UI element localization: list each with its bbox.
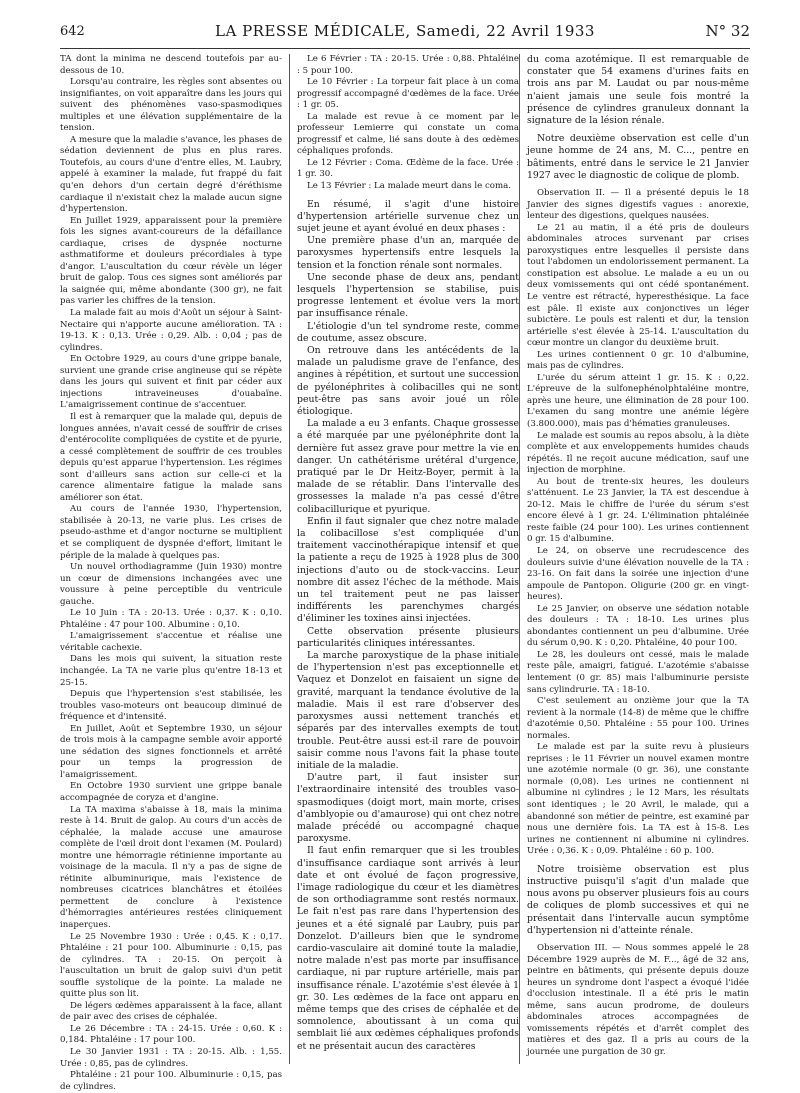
page-header (60, 22, 750, 46)
paragraph: Observation III. — Nous sommes appelé le 28 Décembre 1929 auprès de M. F..., âgé de 32 ans, peintre en bâtiments, qui présente depuis douze heures un syndrome dont l'aspect a évoqué l'idée d'occlusion intestinale. Il a été pris le matin même, sans aucun prodrome, de douleurs abdominales atroces accompagnées de vomissements répétés et d'arrêt complet des matières et des gaz. Il a pris au cours de la journée une purgation de 30 gr. (527, 942, 749, 1057)
paragraph: TA dont la minima ne descend toutefois par au-dessous de 10. (60, 54, 282, 76)
paragraph: Le 25 Novembre 1930 : Urée : 0,45. K : 0,17. Phtaléine : 21 pour 100. Albuminurie : 0,15, pas de cylindres. TA : 20-15. On perçoit à l'auscultation un bruit de galop suivi d'un petit souffle systolique de la pointe. La malade ne quitte plus son lit. (60, 931, 282, 1000)
journal-title: LA PRESSE MÉDICALE, Samedi, 22 Avril 1933 (215, 22, 595, 40)
paragraph: Le 26 Décembre : TA : 24-15. Urée : 0,60. K : 0,184. Phtaléine : 17 pour 100. (60, 1023, 282, 1046)
paragraph: A mesure que la maladie s'avance, les phases de sédation deviennent de plus en plus rares. Toutefois, au cours d'une d'entre elles, M. Laubry, appelé à examiner la malade, fut frappé du fait qu'en dehors d'un certain degré d'éréthisme cardiaque il n'existait chez la malade aucun signe d'hypertension. (60, 134, 282, 215)
paragraph: Enfin il faut signaler que chez notre malade la colibacillose s'est compliquée d'un traitement vaccinothérapique intensif et que la patiente a reçu de 1925 à 1928 plus de 300 injections d'auto ou de stock-vaccins. Leur nombre dit assez l'échec de la méthode. Mais un tel traitement peut ne pas laisser indifférents les parenchymes chargés d'éliminer les toxines ainsi injectées. (297, 515, 519, 625)
paragraph: De légers œdèmes apparaissent à la face, allant de pair avec des crises de céphalée. (60, 1000, 282, 1023)
paragraph: Le malade est soumis au repos absolu, à la diète complète et aux enveloppements humides chauds répétés. Il ne reçoit aucune médication, sauf une injection de morphine. (527, 430, 749, 476)
paragraph: Le 24, on observe une recrudescence des douleurs suivie d'une élévation nouvelle de la TA : 23-16. On fait dans la soirée une injection d'une ampoule de Pantopon. Oligurie (200 gr. en vingt-heures). (527, 545, 749, 603)
paragraph: En résumé, il s'agit d'une histoire d'hypertension artérielle survenue chez un sujet jeune et ayant évolué en deux phases : (297, 198, 519, 234)
paragraph: Le 30 Janvier 1931 : TA : 20-15. Alb. : 1,55. Urée : 0,85, pas de cylindres. (60, 1047, 282, 1069)
paragraph: Le malade est par la suite revu à plusieurs reprises : le 11 Février un nouvel examen montre une azotémie normale (0 gr. 36), une constante normale (0,08). Les urines ne contiennent ni albumine ni cylindres ; le 12 Mars, les résultats sont identiques ; le 20 Avril, le malade, qui a abandonné son métier de peintre, est examiné par nous une dernière fois. La TA est à 15-8. Les urines ne contiennent ni albumine ni cylindres. Urée : 0,36. K : 0,09. Phtaléine : 60 p. 100. (527, 742, 749, 857)
paragraph: Le 25 Janvier, on observe une sédation notable des douleurs : TA : 18-10. Les urines plus abondantes contiennent un peu d'albumine. Urée du sérum 0,90. K : 0,20. Phtaléine, 40 pour 100. (527, 603, 749, 649)
column-divider (519, 54, 520, 1064)
paragraph: Le 10 Février : La torpeur fait place à un coma progressif accompagné d'œdèmes de la face. Urée : 1 gr. 05. (297, 77, 519, 111)
paragraph: La malade est revue à ce moment par le professeur Lemierre qui constate un coma progressif et calme, lié sans doute à des œdèmes céphaliques profonds. (297, 111, 519, 157)
column-2 (297, 54, 519, 1069)
paragraph: du coma azotémique. Il est remarquable de constater que 54 examens d'urines faits en trois ans par M. Laudat ou par nous-même n'aient jamais une seule fois montré la présence de cylindres granuleux donnant la signature de la lésion rénale. (527, 54, 749, 127)
paragraph: Phtaléine : 21 pour 100. Albuminurie : 0,15, pas de cylindres. (60, 1070, 282, 1092)
paragraph: Observation II. — Il a présenté depuis le 18 Janvier des signes digestifs vagues : anorexie, lenteur des digestions, quelques nausées. (527, 188, 749, 222)
paragraph: Au bout de trente-six heures, les douleurs s'atténuent. Le 23 Janvier, la TA est descendue à 20-12. Mais le chiffre de l'urée du sérum s'est encore élevé à 1 gr. 24. L'élimination phtaléinée reste faible (24 pour 100). Les urines contiennent 0 gr. 15 d'albumine. (527, 476, 749, 545)
paragraph: Notre deuxième observation est celle d'un jeune homme de 24 ans, M. C..., pentre en bâtiments, entré dans le service le 21 Janvier 1927 avec le diagnostic de colique de plomb. (527, 133, 749, 181)
paragraph: Le 28, les douleurs ont cessé, mais le malade reste pâle, amaigri, fatigué. L'azotémie s'abaisse lentement (0 gr. 85) mais l'albuminurie persiste sans cylindrurie. TA : 18-10. (527, 649, 749, 695)
paragraph: L'amaigrissement s'accentue et réalise une véritable cachexie. (60, 631, 282, 653)
paragraph: Il faut enfin remarquer que si les troubles d'insuffisance cardiaque sont arrivés à leur date et ont évolué de façon progressive, l'image radiologique du cœur et les diamètres de son orthodiagramme sont restés normaux. Le fait n'est pas rare dans l'hypertension des jeunes et a été signalé par Laubry, puis par Donzelot. D'ailleurs bien que le syndrome cardio-vasculaire ait dominé toute la maladie, notre malade n'est pas morte par insuffisance cardiaque, ni par rupture artérielle, mais par insuffisance rénale. L'azotémie s'est élevée à 1 gr. 30. Les œdèmes de la face ont apparu en même temps que des crises de céphalée et de somnolence, aboutissant à un coma qui semblait lié aux œdèmes céphaliques profonds et ne présentait aucun des caractères (297, 845, 519, 1052)
paragraph: Il est à remarquer que la malade qui, depuis de longues années, n'avait cessé de souffrir de crises d'entérocolite compliquées de cystite et de pyurie, a cessé complètement de souffrir de ces troubles depuis qu'est apparue l'hypertension. Les régimes sont d'ailleurs sans action sur celle-ci et la carence alimentaire fatigue la malade sans améliorer son état. (60, 411, 282, 503)
paragraph: Cette observation présente plusieurs particularités cliniques intéressantes. (297, 625, 519, 649)
paragraph: La malade a eu 3 enfants. Chaque grossesse a été marquée par une pyélonéphrite dont la dernière fut assez grave pour mettre la vie en danger. Un cathétérisme urétéral d'urgence, pratiqué par le Dr Heitz-Boyer, permit à la malade de se rétablir. Dans l'intervalle des grossesses la malade n'a pas cessé d'être colibacillurique et pyurique. (297, 418, 519, 515)
paragraph: En Juillet 1929, apparaissent pour la première fois les signes avant-coureurs de la défaillance cardiaque, crises de dyspnée nocturne asthmatiforme et douleurs précordiales à type d'angor. L'auscultation du cœur révèle un léger bruit de galop. Tous ces signes sont améliorés par la saignée qui, même abondante (300 gr), ne fait pas varier les chiffres de la tension. (60, 215, 282, 307)
paragraph: Le 21 au matin, il a été pris de douleurs abdominales atroces survenant par crises paroxystiques entre lesquelles il persiste dans tout l'abdomen un endolorissement permanent. La constipation est absolue. Le malade a eu un ou deux vomissements qui ont cédé spontanément. Le ventre est rétracté, hyperesthésique. La face est pâle. Il existe aux conjonctives un léger subictère. Le pouls est ralenti et dur, la tension artérielle s'est élevée à 25-14. L'auscultation du cœur montre un clangor du deuxième bruit. (527, 222, 749, 349)
paragraph: Le 10 Juin : TA : 20-13. Urée : 0,37. K : 0,10. Phtaléine : 47 pour 100. Albumine : 0,10. (60, 608, 282, 630)
paragraph: La TA maxima s'abaisse à 18, mais la minima reste à 14. Bruit de galop. Au cours d'un accès de céphalée, la malade accuse une amaurose complète de l'œil droit dont l'examen (M. Poulard) montre une hémorragie rétinienne importante au voisinage de la macula. Il n'y a pas de signe de rétinite albuminurique, mais l'existence de nombreuses cicatrices blanchâtres et étoilées permettent de conclure à l'existence d'hémorragies antérieures restées cliniquement inaperçues. (60, 804, 282, 931)
paragraph: La marche paroxystique de la phase initiale de l'hypertension n'est pas exceptionnelle et Vaquez et Donzelot en faisaient un signe de gravité, marquant la tendance évolutive de la maladie. Mais il est rare d'observer des paroxysmes aussi nettement tranchés et séparés par des intervalles exempts de tout trouble. Peut-être aussi est-il rare de pouvoir saisir comme nous l'avons fait la phase toute initiale de la maladie. (297, 650, 519, 771)
paragraph: Le 13 Février : La malade meurt dans le coma. (307, 181, 511, 192)
paragraph: D'autre part, il faut insister sur l'extraordinaire intensité des troubles vaso-spasmodiques (doigt mort, main morte, crises d'amblyopie ou d'amaurose) qui ont chez notre malade précédé ou accompagné chaque paroxysme. (297, 772, 519, 845)
paragraph: Lorsqu'au contraire, les règles sont absentes ou insignifiantes, on voit apparaître dans les jours qui suivent des phénomènes vaso-spasmodiques multiples et une élévation supplémentaire de la tension. (60, 77, 282, 134)
paragraph: Une seconde phase de deux ans, pendant lesquels l'hypertension se stabilise, puis progresse lentement et évolue vers la mort par insuffisance rénale. (297, 271, 519, 320)
paragraph: Notre troisième observation est plus instructive puisqu'il s'agit d'un malade que nous avons pu observer plusieurs fois au cours de coliques de plomb successives et qui ne présentait dans l'intervalle aucun symptôme d'hypertension ni d'atteinte rénale. (527, 863, 749, 936)
paragraph: L'étiologie d'un tel syndrome reste, comme de coutume, assez obscure. (297, 320, 519, 344)
paragraph: En Octobre 1930 survient une grippe banale accompagnée de coryza et d'angine. (60, 781, 282, 803)
paragraph: La malade fait au mois d'Août un séjour à Saint-Nectaire qui n'apporte aucune amélioration. TA : 19-13. K : 0,13. Urée : 0,29. Alb. : 0,04 ; pas de cylindres. (60, 308, 282, 353)
paragraph: On retrouve dans les antécédents de la malade un paludisme grave de l'enfance, des angines à répétition, et surtout une succession de pyélonéphrites à colibacilles qui ne sont peut-être pas sans avoir joué un rôle étiologique. (297, 345, 519, 418)
page-number: 642 (60, 24, 85, 39)
paragraph: L'urée du sérum atteint 1 gr. 15. K : 0,22. L'épreuve de la sulfonephénolphtaléine montre, après une heure, une élimination de 28 pour 100. L'examen du sang montre une anémie légère (3.800.000), mais pas d'hématies granuleuses. (527, 372, 749, 429)
header-rule (60, 48, 750, 49)
issue-number: N° 32 (705, 22, 750, 40)
paragraph: En Juillet, Août et Septembre 1930, un séjour de trois mois à la campagne semble avoir apporté une sédation des signes fonctionnels et arrêté pour un temps la progression de l'amaigrissement. (60, 723, 282, 780)
paragraph: Un nouvel orthodiagramme (Juin 1930) montre un cœur de dimensions inchangées avec une voussure à peine perceptible du ventricule gauche. (60, 562, 282, 607)
paragraph: Au cours de l'année 1930, l'hypertension, stabilisée à 20-13, ne varie plus. Les crises de pseudo-asthme et d'angor nocturne se multiplient et se compliquent de dyspnée d'effort, limitant le périple de la malade à quelques pas. (60, 504, 282, 561)
column-3 (527, 54, 749, 1069)
column-1 (60, 54, 282, 1092)
paragraph: Dans les mois qui suivent, la situation reste inchangée. La TA ne varie plus qu'entre 18-13 et 25-15. (60, 654, 282, 688)
paragraph: Les urines contiennent 0 gr. 10 d'albumine, mais pas de cylindres. (527, 349, 749, 372)
paragraph: Une première phase d'un an, marquée de paroxysmes hypertensifs entre lesquels la tension et la fonction rénale sont normales. (297, 235, 519, 271)
paragraph: Depuis que l'hypertension s'est stabilisée, les troubles vaso-moteurs ont beaucoup diminué de fréquence et d'intensité. (60, 689, 282, 723)
paragraph: Le 6 Février : TA : 20-15. Urée : 0,88. Phtaléine : 5 pour 100. (297, 54, 519, 76)
paragraph: Le 12 Février : Coma. Œdème de la face. Urée : 1 gr. 30. (297, 157, 519, 180)
paragraph: C'est seulement au onzième jour que la TA revient à la normale (14-8) de même que le chiffre d'azotémie 0,50. Phtaléine : 55 pour 100. Urines normales. (527, 696, 749, 741)
column-divider (289, 54, 290, 1064)
paragraph: En Octobre 1929, au cours d'une grippe banale, survient une grande crise angineuse qui se répète dans les jours qui suivent et finit par céder aux injections intraveineuses d'ouabaïne. L'amaigrissement continue de s'accentuer. (60, 354, 282, 411)
